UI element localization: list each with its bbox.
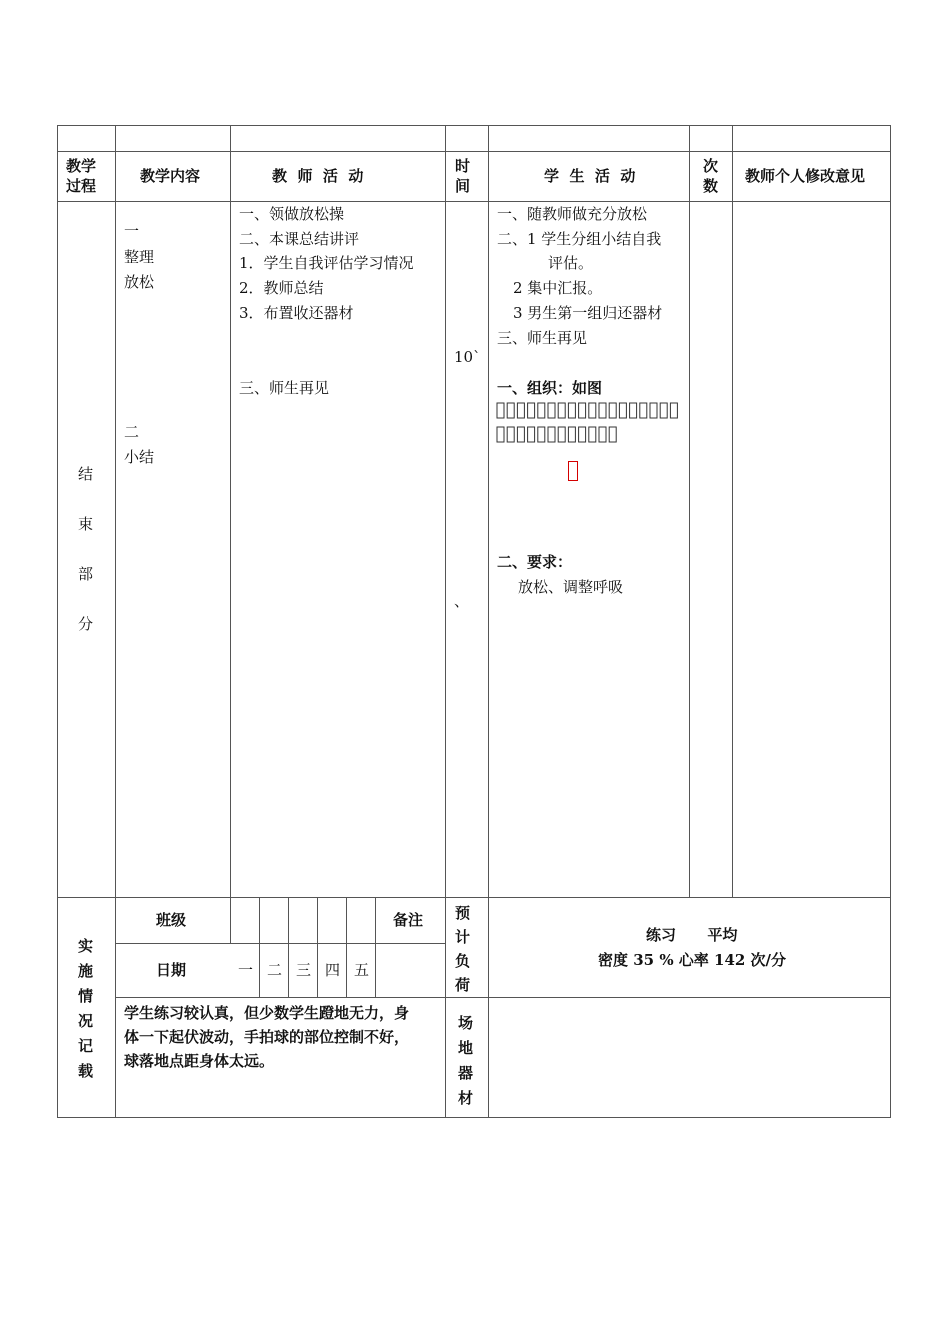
- day-col-line-2: [288, 897, 289, 997]
- student-line-1: 一、随教师做充分放松: [497, 205, 648, 223]
- table-line-record-mid: [115, 943, 446, 944]
- student-req-text: 放松、调整呼吸: [518, 578, 624, 596]
- glyph-box: [599, 427, 606, 442]
- glyph-box: [517, 427, 524, 442]
- header-student-activity: 学 生 活 动: [544, 167, 636, 185]
- record-class-label: 班级: [156, 911, 187, 929]
- header-process: 教学 过程: [66, 157, 97, 195]
- glyph-box: [528, 403, 535, 418]
- glyph-box: [507, 403, 514, 418]
- time-mark: 、: [454, 592, 470, 610]
- glyph-box: [497, 403, 504, 418]
- glyph-box: [558, 403, 565, 418]
- teacher-line-2: 二、本课总结讲评: [239, 230, 360, 248]
- glyph-box: [558, 427, 565, 442]
- header-time: 时 间: [455, 157, 471, 195]
- glyph-box: [589, 403, 596, 418]
- glyph-box: [640, 403, 647, 418]
- day-cell-tue: 二: [267, 961, 283, 979]
- table-border-top: [57, 125, 891, 126]
- student-line-6: 三、师生再见: [497, 329, 588, 347]
- col-line-6: [732, 125, 733, 898]
- day-cell-fri: 五: [354, 961, 370, 979]
- glyph-box: [630, 403, 637, 418]
- formation-marker-icon: [568, 461, 578, 481]
- org-diagram-placeholder: [496, 401, 682, 445]
- glyph-box: [579, 403, 586, 418]
- record-feedback: 学生练习较认真，但少数学生蹬地无力，身 体一下起伏波动，手拍球的部位控制不好， 球落地点距身体太远。: [124, 1004, 410, 1070]
- glyph-box: [497, 427, 504, 442]
- teacher-line-1: 一、领做放松操: [239, 205, 345, 223]
- col-line-4: [488, 125, 489, 1118]
- glyph-box: [599, 403, 606, 418]
- student-line-5: 3 男生第一组归还器材: [513, 304, 663, 322]
- glyph-box: [650, 403, 657, 418]
- glyph-box: [619, 403, 626, 418]
- day-cell-thu: 四: [325, 961, 341, 979]
- student-line-2: 二、1 学生分组小结自我: [497, 230, 662, 248]
- table-line-header-top: [57, 151, 891, 152]
- glyph-box: [507, 427, 514, 442]
- day-col-line-1: [259, 897, 260, 997]
- glyph-box: [670, 403, 677, 418]
- glyph-box: [517, 403, 524, 418]
- content-item1-line1: 整理: [124, 248, 155, 266]
- table-border-bottom: [57, 1117, 891, 1118]
- day-col-line-5: [375, 897, 376, 997]
- student-line-3: 评估。: [548, 254, 594, 272]
- day-cell-mon: 一: [238, 961, 254, 979]
- col-line-1: [115, 125, 116, 1118]
- day-cell-wed: 三: [296, 961, 312, 979]
- col-line-2: [230, 125, 231, 943]
- teacher-line-5: 3．布置收还器材: [239, 304, 354, 322]
- record-load-label: 预 计 负 荷: [455, 904, 471, 994]
- glyph-box: [568, 403, 575, 418]
- glyph-box: [660, 403, 667, 418]
- record-load-line2: 密度 35 % 心率 142 次/分: [598, 951, 787, 969]
- student-line-4: 2 集中汇报。: [513, 279, 603, 297]
- teacher-line-4: 2．教师总结: [239, 279, 324, 297]
- section-label: 结 束 部 分: [78, 465, 94, 633]
- content-item1-num: 一: [124, 222, 140, 240]
- teacher-line-6: 三、师生再见: [239, 379, 330, 397]
- table-border-left: [57, 125, 58, 1118]
- glyph-box: [609, 403, 616, 418]
- time-value: 10`: [454, 348, 481, 366]
- day-col-line-3: [317, 897, 318, 997]
- col-line-3: [445, 125, 446, 1118]
- record-remark-label: 备注: [393, 911, 424, 929]
- content-item2-line1: 小结: [124, 448, 155, 466]
- record-load-line1: 练习 平均: [646, 926, 738, 944]
- day-col-line-4: [346, 897, 347, 997]
- glyph-box: [579, 427, 586, 442]
- record-venue-label: 场 地 器 材: [458, 1014, 474, 1107]
- table-line-record-top: [57, 897, 891, 898]
- header-count: 次 数: [703, 157, 719, 195]
- table-border-right: [890, 125, 891, 1118]
- header-teacher-notes: 教师个人修改意见: [745, 167, 866, 185]
- glyph-box: [538, 427, 545, 442]
- header-teacher-activity: 教 师 活 动: [272, 167, 364, 185]
- table-line-header-bottom: [57, 201, 891, 202]
- glyph-box: [568, 427, 575, 442]
- col-line-5: [689, 125, 690, 898]
- record-section-label: 实 施 情 况 记 载: [78, 937, 94, 1080]
- glyph-box: [548, 403, 555, 418]
- content-item2-num: 二: [124, 423, 140, 441]
- table-line-record-lower: [115, 997, 891, 998]
- glyph-box: [538, 403, 545, 418]
- record-date-label: 日期: [156, 961, 187, 979]
- teacher-line-3: 1．学生自我评估学习情况: [239, 254, 414, 272]
- student-req-title: 二、要求：: [497, 553, 573, 571]
- glyph-box: [609, 427, 616, 442]
- glyph-box: [528, 427, 535, 442]
- header-content: 教学内容: [140, 167, 201, 185]
- student-org-title: 一、组织：如图: [497, 379, 603, 397]
- glyph-box: [589, 427, 596, 442]
- content-item1-line2: 放松: [124, 273, 155, 291]
- glyph-box: [548, 427, 555, 442]
